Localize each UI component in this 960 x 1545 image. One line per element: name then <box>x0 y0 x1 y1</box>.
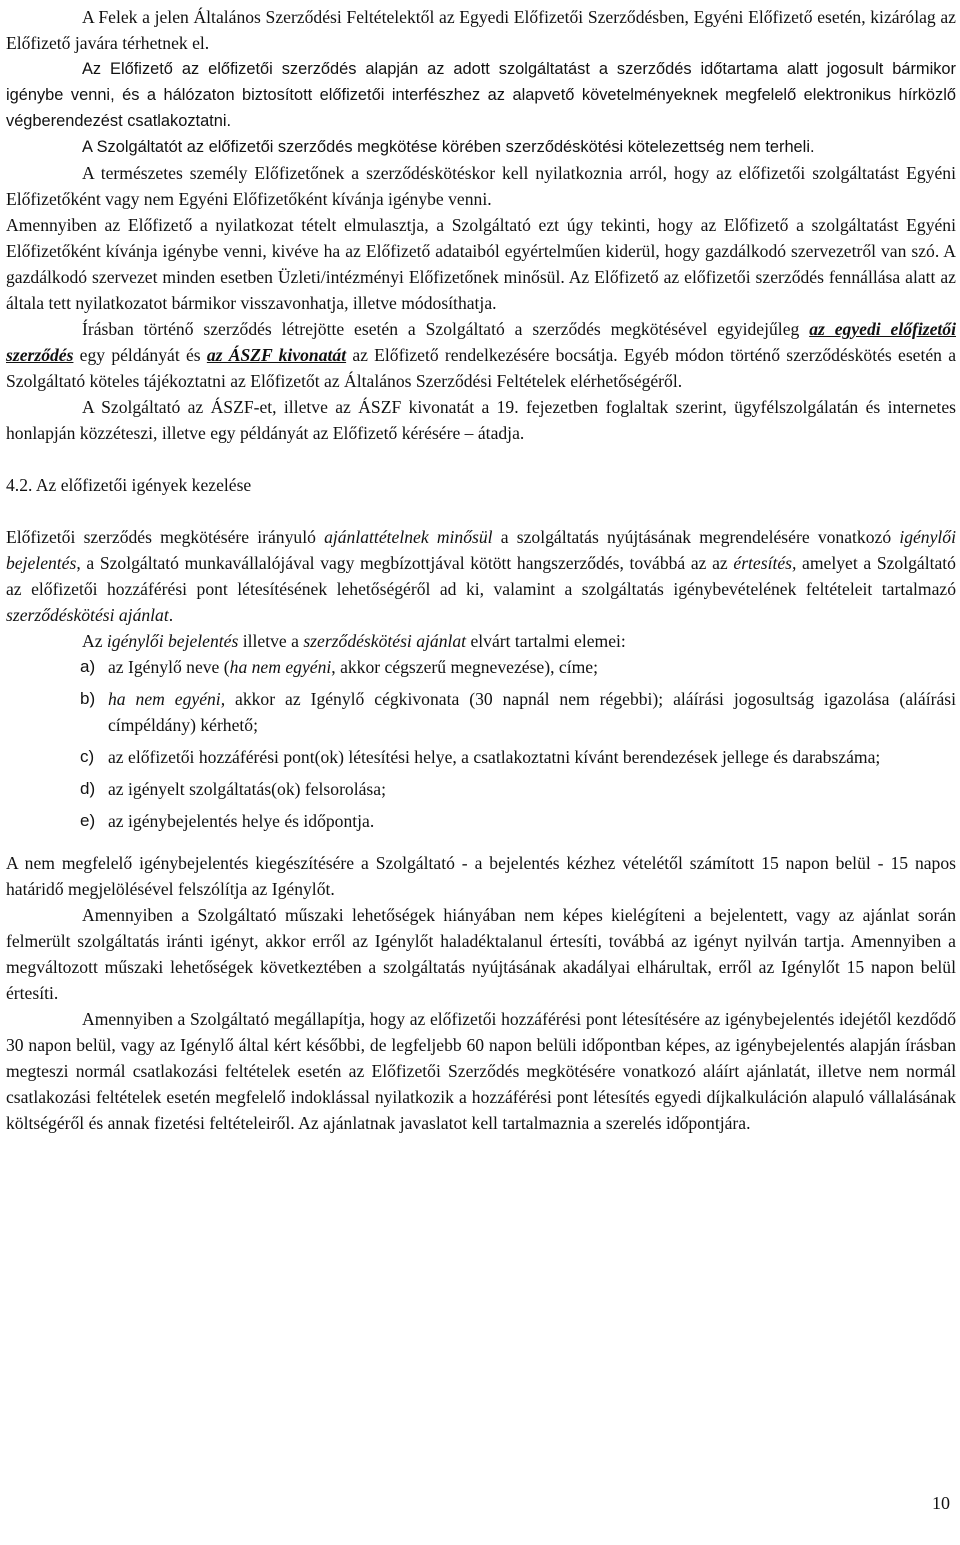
emphasis-text: értesítés, <box>733 553 797 573</box>
text-run: Előfizetői szerződés megkötésére irányuló <box>6 527 325 547</box>
paragraph-intro-7: A Szolgáltató az ÁSZF-et, illetve az ÁSZF kivonatát a 19. fejezetben foglaltak szerint, ügyfélszolgálatán és internetes honlapján közzéteszi, illetve egy példányát az Előfizető kérésére – átadja. <box>6 397 956 443</box>
text-run: az előfizetői hozzáférési pont(ok) létesítési helye, a csatlakoztatni kívánt berendezések jellege és darabszáma; <box>108 747 881 767</box>
paragraph-section-2 <box>6 628 956 654</box>
text-run: az Igénylő neve ( <box>108 657 230 677</box>
document-page <box>6 4 956 1136</box>
paragraph-intro-6 <box>6 316 956 394</box>
emphasis-text: szerződéskötési ajánlat <box>303 631 467 651</box>
list-marker: a) <box>80 657 96 676</box>
paragraph-intro-3: A Szolgáltatót az előfizetői szerződés megkötése körében szerződéskötési kötelezettség nem terheli. <box>82 138 815 156</box>
emphasis-text: szerződéskötési ajánlat <box>6 605 169 625</box>
emphasis-text: ha nem egyéni, <box>108 689 226 709</box>
paragraph-section-1 <box>6 524 956 628</box>
text-run: elvárt tartalmi elemei: <box>466 631 626 651</box>
emphasis-summary: az ÁSZF kivonatát <box>206 345 347 365</box>
text-run: . <box>168 605 174 625</box>
text-run: az igényelt szolgáltatás(ok) felsorolása; <box>108 779 386 799</box>
emphasis-text: igénylői bejelentés <box>106 631 239 651</box>
paragraph-intro-5: Amennyiben az Előfizető a nyilatkozat tételt elmulasztja, a Szolgáltató ezt úgy tekinti, hogy az Előfizető a szolgáltatást Egyéni Előfizetőként kívánja igénybe venni, kivéve ha az Előfizető adataiból egyértelműen kiderül, hogy gazdálkodó szervezetről van szó. A gazdálkodó szervezet minden esetben Üzleti/intézményi Előfizetőnek minősül. Az Előfizető az előfizetői szerződés fennállása alatt az általa tett nyilatkozatot bármikor visszavonhatja, illetve módosíthatja. <box>6 215 956 313</box>
text-run: akkor az Igénylő cégkivonata (30 napnál nem régebbi); aláírási jogosultság igazolása (aláírási címpéldány) kérhető; <box>108 689 956 735</box>
emphasis-text: ha nem egyéni <box>229 657 332 677</box>
list-item <box>6 776 956 802</box>
text-run: az Előfizető rendelkezésére bocsátja. Egyéb módon történő szerződéskötés esetén a Szolgáltató köteles tájékoztatni az Előfizetőt az Általános Szerződési Feltételek elérhetőségéről. <box>6 345 957 391</box>
text-run: , akkor cégszerű megnevezése), címe; <box>331 657 598 677</box>
text-run: Az <box>82 631 107 651</box>
paragraph-intro-1: A Felek a jelen Általános Szerződési Feltételektől az Egyedi Előfizetői Szerződésben, Egyéni Előfizető esetén, kizárólag az Előfizető javára térhetnek el. <box>6 7 956 53</box>
emphasis-text: igénylői bejelentés <box>6 527 956 573</box>
text-run: a szolgáltatás nyújtásának megrendelésére vonatkozó <box>492 527 900 547</box>
list-item <box>6 808 956 834</box>
list-item <box>6 654 956 680</box>
text-run: , a Szolgáltató munkavállalójával vagy megbízottjával kötött hangszerződés, továbbá az az <box>76 553 734 573</box>
text-run: amelyet a Szolgáltató az előfizetői hozzáférési pont létesítésének lehetőségéről ad ki, valamint a szolgáltatás igénybevételének feltételeit tartalmazó <box>6 553 956 599</box>
list-marker: e) <box>80 811 96 830</box>
paragraph-intro-2: Az Előfizető az előfizetői szerződés alapján az adott szolgáltatást a szerződés időtartama alatt jogosult bármikor igénybe venni, és a hálózaton biztosított előfizetői interfészhez az alapvető követelményeknek megfelelő elektronikus hírközlő végberendezést csatlakoztatni. <box>6 60 956 130</box>
list-item <box>6 744 956 770</box>
text-run: az igénybejelentés helye és időpontja. <box>108 811 375 831</box>
list-marker: c) <box>80 747 95 766</box>
paragraph-section-4: Amennyiben a Szolgáltató műszaki lehetőségek hiányában nem képes kielégíteni a bejelentett, vagy az ajánlat során felmerült szolgáltatás iránti igényt, akkor erről az Igénylőt haladéktalanul értesíti, továbbá az igényt nyilván tartja. Amennyiben a megváltozott műszaki lehetőségek következtében a szolgáltatás nyújtásának akadályai elhárultak, erről az Igénylőt 15 napon belül értesíti. <box>6 905 956 1003</box>
page-number: 10 <box>932 1493 950 1513</box>
paragraph-intro-4: A természetes személy Előfizetőnek a szerződéskötéskor kell nyilatkoznia arról, hogy az előfizetői szolgáltatást Egyéni Előfizetőként vagy nem Egyéni Előfizetőként kívánja igénybe venni. <box>6 163 956 209</box>
list-marker: d) <box>80 779 96 798</box>
section-heading: 4.2. Az előfizetői igények kezelése <box>6 475 252 495</box>
emphasis-contract: az egyedi előfizetői szerződés <box>6 319 956 365</box>
list-marker: b) <box>80 689 96 708</box>
paragraph-section-3: A nem megfelelő igénybejelentés kiegészítésére a Szolgáltató - a bejelentés kézhez vételétől számított 15 napon belül - 15 napos határidő megjelölésével felszólítja az Igénylőt. <box>6 853 956 899</box>
text-run: Írásban történő szerződés létrejötte esetén a Szolgáltató a szerződés megkötésével egyidejűleg <box>82 319 810 339</box>
text-run: egy példányát és <box>73 345 207 365</box>
text-run: illetve a <box>238 631 304 651</box>
emphasis-text: ajánlattételnek minősül <box>324 527 493 547</box>
requirements-list <box>6 654 956 834</box>
list-item <box>6 686 956 738</box>
paragraph-section-5: Amennyiben a Szolgáltató megállapítja, hogy az előfizetői hozzáférési pont létesítésére az igénybejelentés idejétől kezdődő 30 napon belül, vagy az Igénylő által kért későbbi, de legfeljebb 60 napon belüli időpontban képes, az igénybejelentés alapján írásban megteszi normál csatlakozási feltételek esetén az Előfizetői Szerződés megkötésére vonatkozó aláírt ajánlatát, illetve nem normál csatlakozási feltételek esetén megfelelő indoklással nyilatkozik a hozzáférési pont létesítés egyedi díjkalkuláción alapuló vállalásának költségéről és annak fizetési feltételeiről. Az ajánlatnak javaslatot kell tartalmaznia a szerelés időpontjára. <box>6 1009 956 1133</box>
